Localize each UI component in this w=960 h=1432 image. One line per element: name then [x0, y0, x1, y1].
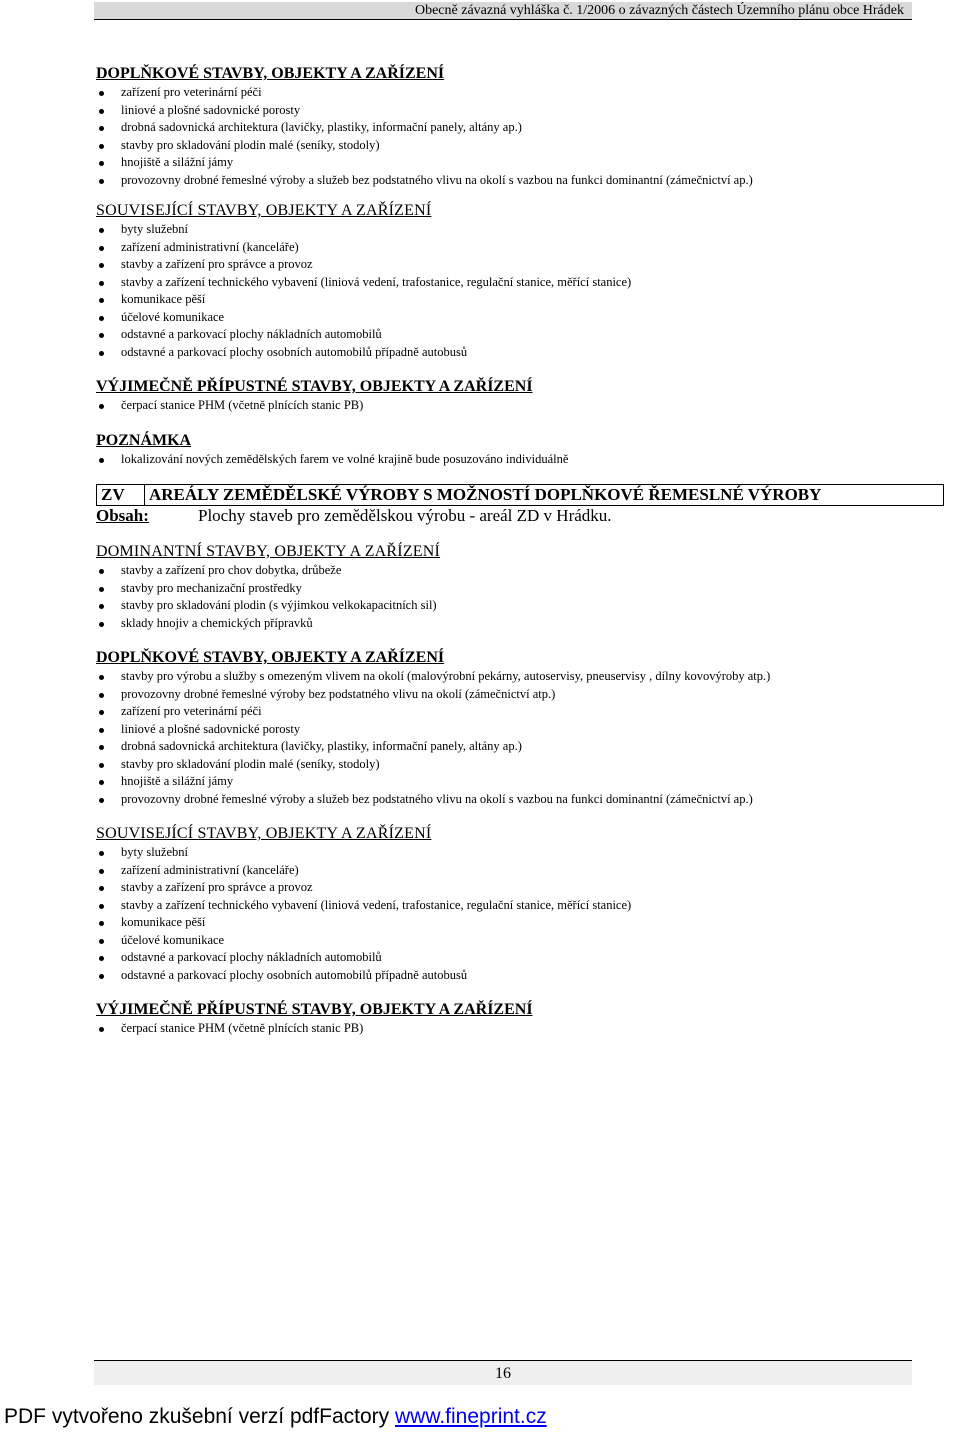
list-item: byty služební [96, 221, 946, 239]
list-item: stavby a zařízení technického vybavení (liniová vedení, trafostanice, regulační stanice, měřící stanice) [96, 897, 946, 915]
list-item: čerpací stanice PHM (včetně plnících stanic PB) [96, 1020, 946, 1038]
list-item: stavby a zařízení pro správce a provoz [96, 256, 946, 274]
obsah-text: Plochy staveb pro zemědělskou výrobu - areál ZD v Hrádku. [198, 506, 612, 525]
list-item: stavby pro výrobu a služby s omezeným vlivem na okolí (malovýrobní pekárny, autoservisy, pneuservisy , dílny kovovýroby atp.) [96, 668, 946, 686]
zv-title-row [96, 484, 944, 506]
list-item: liniové a plošné sadovnické porosty [96, 102, 946, 120]
list-item: provozovny drobné řemeslné výroby a služeb bez podstatného vlivu na okolí s vazbou na funkci dominantní (zámečnictví ap.) [96, 172, 946, 190]
list-item: zařízení administrativní (kanceláře) [96, 862, 946, 880]
list-item: zařízení administrativní (kanceláře) [96, 239, 946, 257]
list-item: hnojiště a silážní jámy [96, 773, 946, 791]
vyjimecne-section-2 [96, 1000, 946, 1038]
list-item: zařízení pro veterinární péči [96, 84, 946, 102]
section-heading: SOUVISEJÍCÍ STAVBY, OBJEKTY A ZAŘÍZENÍ [96, 202, 432, 219]
bullet-list [96, 221, 946, 361]
pdf-banner-text: PDF vytvořeno zkušební verzí pdfFactory [4, 1405, 395, 1428]
list-item: stavby pro skladování plodin (s výjimkou velkokapacitních sil) [96, 597, 946, 615]
bullet-list [96, 1020, 946, 1038]
list-item: stavby pro skladování plodin malé (seníky, stodoly) [96, 756, 946, 774]
list-item: odstavné a parkovací plochy osobních automobilů případně autobusů [96, 967, 946, 985]
list-item: čerpací stanice PHM (včetně plnících stanic PB) [96, 397, 946, 415]
bullet-list [96, 562, 946, 632]
section-heading: VÝJIMEČNĚ PŘÍPUSTNÉ STAVBY, OBJEKTY A ZAŘÍZENÍ [96, 378, 533, 395]
document-body [96, 64, 946, 1038]
obsah-label: Obsah: [96, 506, 149, 525]
poznamka-section [96, 431, 946, 469]
list-item: odstavné a parkovací plochy osobních automobilů případně autobusů [96, 344, 946, 362]
bullet-list [96, 844, 946, 984]
obsah-row [96, 506, 946, 526]
list-item: komunikace pěší [96, 914, 946, 932]
list-item: komunikace pěší [96, 291, 946, 309]
section-heading: DOPLŇKOVÉ STAVBY, OBJEKTY A ZAŘÍZENÍ [96, 649, 445, 666]
header-title: Obecně závazná vyhláška č. 1/2006 o závazných částech Územního plánu obce Hrádek [414, 3, 904, 18]
list-item: liniové a plošné sadovnické porosty [96, 721, 946, 739]
list-item: stavby a zařízení pro chov dobytka, drůbeže [96, 562, 946, 580]
list-item: lokalizování nových zemědělských farem ve volné krajině bude posuzováno individuálně [96, 451, 946, 469]
section-heading: VÝJIMEČNĚ PŘÍPUSTNÉ STAVBY, OBJEKTY A ZAŘÍZENÍ [96, 1001, 533, 1018]
list-item: provozovny drobné řemeslné výroby bez podstatného vlivu na okolí (zámečnictví atp.) [96, 686, 946, 704]
souvisejici-section-1 [96, 201, 946, 361]
bullet-list [96, 84, 946, 189]
list-item: sklady hnojiv a chemických přípravků [96, 615, 946, 633]
section-heading: DOPLŇKOVÉ STAVBY, OBJEKTY A ZAŘÍZENÍ [96, 65, 445, 82]
pdf-banner-link[interactable]: www.fineprint.cz [394, 1405, 547, 1428]
list-item: stavby pro skladování plodin malé (seníky, stodoly) [96, 137, 946, 155]
page-number: 16 [495, 1365, 511, 1382]
list-item: stavby pro mechanizační prostředky [96, 580, 946, 598]
list-item: drobná sadovnická architektura (lavičky, plastiky, informační panely, altány ap.) [96, 738, 946, 756]
section-heading: POZNÁMKA [96, 431, 192, 449]
pdf-banner [4, 1404, 547, 1430]
vyjimecne-section-1 [96, 377, 946, 415]
souvisejici-section-2 [96, 824, 946, 984]
doplnkove-section-2 [96, 648, 946, 808]
list-item: zařízení pro veterinární péči [96, 703, 946, 721]
page-header [94, 2, 912, 20]
bullet-list [96, 397, 946, 415]
list-item: hnojiště a silážní jámy [96, 154, 946, 172]
list-item: drobná sadovnická architektura (lavičky, plastiky, informační panely, altány ap.) [96, 119, 946, 137]
bullet-list [96, 451, 946, 469]
bullet-list [96, 668, 946, 808]
zv-title: AREÁLY ZEMĚDĚLSKÉ VÝROBY S MOŽNOSTÍ DOPLŇKOVÉ ŘEMESLNÉ VÝROBY [149, 485, 822, 504]
list-item: byty služební [96, 844, 946, 862]
zv-code: ZV [97, 485, 145, 505]
list-item: odstavné a parkovací plochy nákladních automobilů [96, 949, 946, 967]
list-item: stavby a zařízení pro správce a provoz [96, 879, 946, 897]
section-heading: SOUVISEJÍCÍ STAVBY, OBJEKTY A ZAŘÍZENÍ [96, 825, 432, 842]
list-item: účelové komunikace [96, 932, 946, 950]
doplnkove-section-1 [96, 64, 946, 189]
list-item: stavby a zařízení technického vybavení (liniová vedení, trafostanice, regulační stanice, měřící stanice) [96, 274, 946, 292]
list-item: účelové komunikace [96, 309, 946, 327]
section-heading: DOMINANTNÍ STAVBY, OBJEKTY A ZAŘÍZENÍ [96, 543, 441, 560]
list-item: odstavné a parkovací plochy nákladních automobilů [96, 326, 946, 344]
page-footer [94, 1360, 912, 1385]
list-item: provozovny drobné řemeslné výroby a služeb bez podstatného vlivu na okolí s vazbou na funkci dominantní (zámečnictví ap.) [96, 791, 946, 809]
dominantni-section-2 [96, 542, 946, 632]
